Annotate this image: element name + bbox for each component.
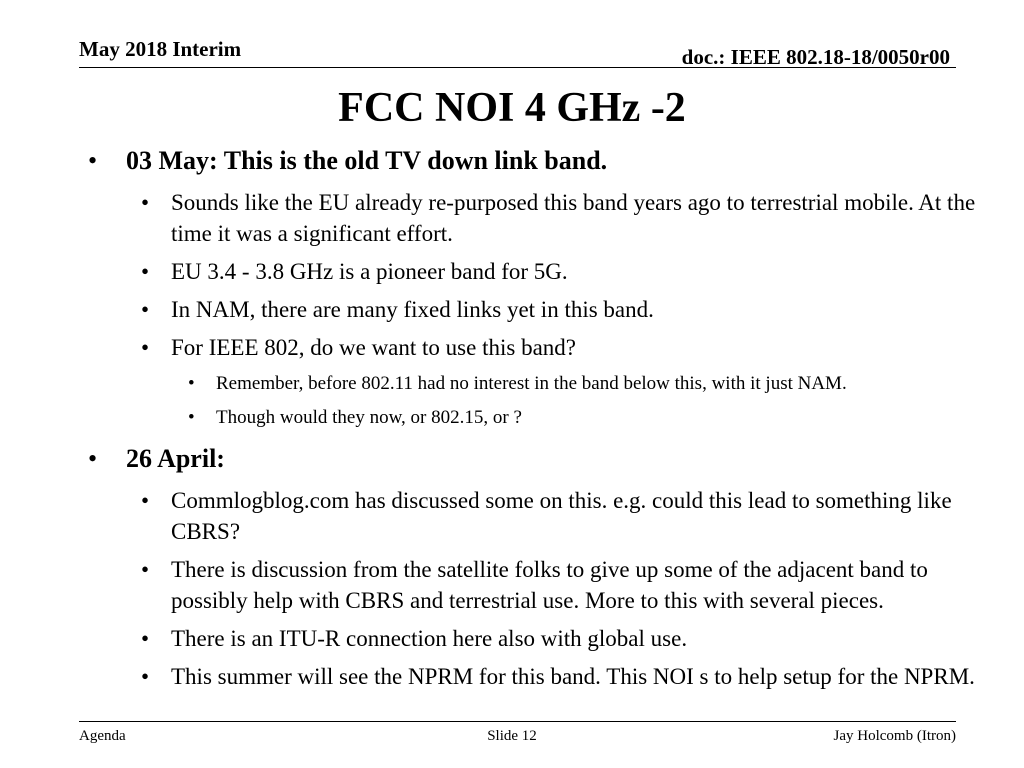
bullet-icon: • <box>141 488 150 513</box>
list-item <box>0 554 1001 616</box>
list-item <box>0 187 1001 249</box>
bullet-icon: • <box>88 146 98 175</box>
slide-title: FCC NOI 4 GHz -2 <box>338 85 686 131</box>
bullet-icon: • <box>188 407 195 428</box>
list-item <box>0 294 1001 325</box>
header-divider <box>79 67 956 68</box>
bullet-icon: • <box>141 297 150 322</box>
list-item-text: Commlogblog.com has discussed some on this. e.g. could this lead to something like CBRS? <box>171 488 952 544</box>
header-date: May 2018 Interim <box>79 37 242 61</box>
list-item <box>0 661 1001 692</box>
list-item <box>0 332 1001 363</box>
list-item-text: EU 3.4 - 3.8 GHz is a pioneer band for 5G. <box>171 259 568 284</box>
sub-list-item-text: Remember, before 802.11 had no interest in the band below this, with it just NAM. <box>216 373 847 394</box>
slide-number: Slide 12 <box>487 728 537 744</box>
list-item-text: This summer will see the NPRM for this band. This NOI s to help setup for the NPRM. <box>171 664 975 689</box>
slide-body <box>0 143 1024 692</box>
bullet-icon: • <box>141 259 150 284</box>
list-item <box>0 623 1001 654</box>
bullet-icon: • <box>141 335 150 360</box>
list-item-text: In NAM, there are many fixed links yet in this band. <box>171 297 654 322</box>
list-item <box>0 256 1001 287</box>
footer-author: Jay Holcomb (Itron) <box>833 728 956 744</box>
list-item-text: Sounds like the EU already re-purposed this band years ago to terrestrial mobile. At the time it was a significant effort. <box>171 190 976 246</box>
list-item-text: For IEEE 802, do we want to use this band? <box>171 335 576 360</box>
list-item-text: There is an ITU-R connection here also with global use. <box>171 626 688 651</box>
bullet-icon: • <box>141 190 150 215</box>
footer-divider <box>79 721 956 722</box>
header-doc-id: doc.: IEEE 802.18-18/0050r00 <box>681 45 950 69</box>
bullet-icon: • <box>88 444 98 473</box>
sub-list-item <box>0 371 1024 397</box>
section-heading-text: 03 May: This is the old TV down link band. <box>126 146 608 175</box>
list-item-text: There is discussion from the satellite folks to give up some of the adjacent band to possibly help with CBRS and terrestrial use. More to this with several pieces. <box>171 557 928 613</box>
sub-list-item <box>0 405 1024 431</box>
bullet-icon: • <box>141 557 150 582</box>
list-item <box>0 485 1001 547</box>
footer-topic: Agenda <box>79 728 126 744</box>
section-heading <box>0 145 1024 177</box>
section-heading-text: 26 April: <box>126 444 225 473</box>
bullet-icon: • <box>141 626 150 651</box>
sub-list-item-text: Though would they now, or 802.15, or ? <box>216 407 522 428</box>
bullet-icon: • <box>141 664 150 689</box>
bullet-icon: • <box>188 373 195 394</box>
section-heading <box>0 443 1024 475</box>
